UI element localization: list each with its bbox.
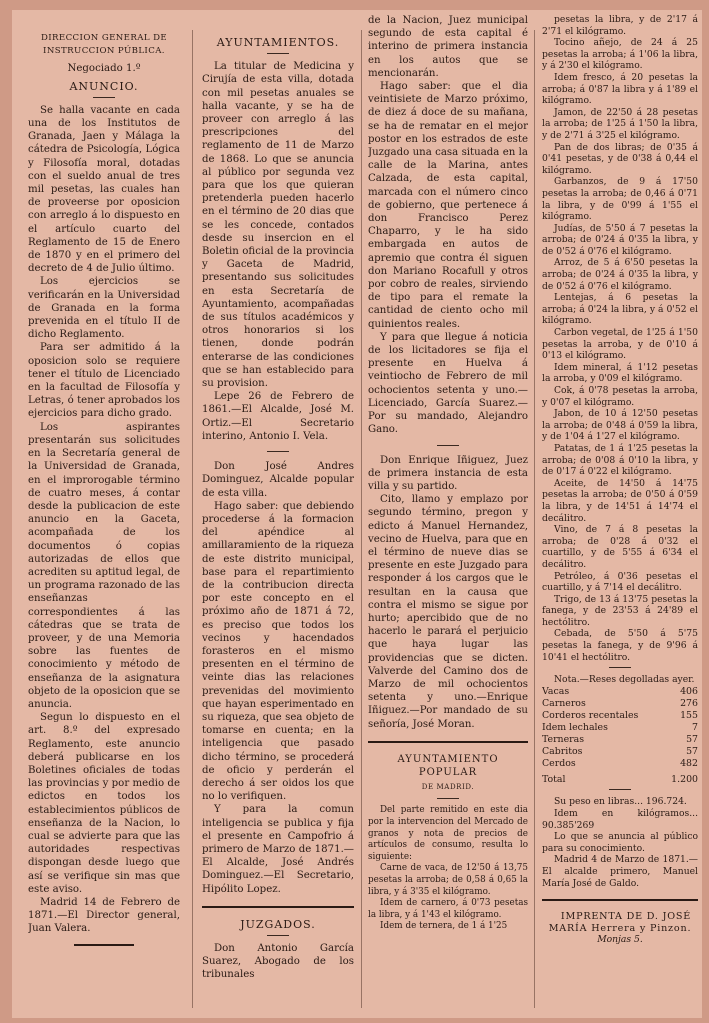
paragraph: Hago saber: que debiendo procederse á la formacion del apéndice al amillaramiento de la riqueza de este distrito municipal, base para el repartimiento de la contribucion directa por este concepto en el próximo año de 1871 á 72, es preciso que todos los vecinos y hacendados forasteros en el mismo presenten en el término de veinte dias las relaciones prevenidas del movimiento que hayan esperimentado en su riqueza, que sea objeto de tomarse en cuenta; en la inteligencia que pasado dicho término, se procederá de oficio y perderán el derecho á ser oidos los que no lo verifiquen. [202,500,354,803]
price-line: Arroz, de 5 á 6'50 pesetas la arroba; de 0'24 á 0'35 la libra, y de 0'52 á 0'76 el kilógramo. [542,257,698,292]
weight-line: Su peso en libras... 196.724. [554,796,687,808]
section-subheading: Negociado 1.º [67,63,141,75]
section-subheading: DE MADRID. [421,783,475,792]
divider [609,789,631,790]
livestock-name: Carneros [542,697,586,709]
livestock-row [542,758,698,770]
column-instruccion [28,32,180,954]
column-precios [542,14,698,946]
notice-title: ANUNCIO. [69,79,139,93]
divider [93,97,115,98]
total-value: 1.200 [671,773,698,785]
price-line: Jamon, de 22'50 á 28 pesetas la arroba; de 1'25 á 1'50 la libra, y de 2'71 á 3'25 el kilógramo. [542,106,698,141]
column-divider [361,30,362,1008]
price-line: Idem mineral, á 1'12 pesetas la arroba, y 0'09 el kilógramo. [542,361,698,385]
price-line: Cebada, de 5'50 á 5'75 pesetas la fanega, y de 9'96 á 10'41 el hectólitro. [542,628,698,663]
price-line: Patatas, de 1 á 1'25 pesetas la arroba; de 0'08 á 0'10 la libra, y de 0'17 á 0'22 el kilógramo. [542,442,698,478]
livestock-name: Vacas [542,685,570,697]
price-line: Carbon vegetal, de 1'25 á 1'50 pesetas la arroba, y de 0'10 á 0'13 el kilógramo. [542,327,698,362]
price-line: Garbanzos, de 9 á 17'50 pesetas la arroba; de 0,46 á 0'71 la libra, y de 0'99 á 1'55 el kilógramo. [542,176,698,223]
divider [437,445,459,446]
price-line: Pan de dos libras; de 0'35 á 0'41 pesetas, y de 0'38 á 0,44 el kilógramo. [542,141,698,176]
paragraph: Los ejercicios se verificarán en la Universidad de Granada en la forma prevenida en el título II de dicho Reglamento. [28,276,180,341]
imprint-address: Monjas 5. [597,934,643,946]
price-list [542,14,698,663]
price-line: Idem de ternera, de 1 á 1'25 [380,921,508,932]
paragraph: Del parte remitido en este dia por la intervencion del Mercado de granos y nota de precios de artículos de consumo, resulta lo siguiente: [368,805,528,862]
weight-line: Idem en kilógramos... 90.385'269 [542,808,698,831]
signature-paragraph: Madrid 14 de Febrero de 1871.—El Director general, Juan Valera. [28,897,180,935]
divider [267,451,289,452]
price-line: Idem fresco, á 20 pesetas la arroba; á 0'87 la libra y á 1'89 el kilógramo. [542,71,698,107]
section-heading: AYUNTAMIENTO POPULAR [397,753,499,778]
livestock-row [542,698,698,710]
note-label: Nota.—Reses degolladas ayer. [554,674,695,686]
divider [437,798,459,799]
livestock-name: Terneras [542,733,585,745]
section-rule [368,741,528,743]
price-line: Vino, de 7 á 8 pesetas la arroba; de 0'28 á 0'32 el cuartillo, y de 5'55 á 6'34 el decálitro. [542,524,698,570]
paragraph: Cito, llamo y emplazo por segundo término, pregon y edicto á Manuel Hernandez, vecino de Huelva, para que en el término de nueve dias se presente en este Juzgado para responder á los cargos que le resultan en la causa que contra el mismo se sigue por hurto; apercibido que de no hacerlo le parará el perjuicio que haya lugar las providencias que se dicten. Valverde del Camino dos de Marzo de mil ochocientos setenta y uno.—Enrique Iñiguez.—Por mandado de su señoría, José Moran. [368,494,528,730]
imprint: IMPRENTA DE D. JOSÉ MARÍA Herrera y Pinzon. [548,911,692,934]
section-heading: JUZGADOS. [240,917,316,931]
notice-intro: Don José Andres Dominguez, Alcalde popular de esta villa. [202,461,354,499]
section-heading: AYUNTAMIENTOS. [216,36,340,49]
paragraph: Lo que se anuncia al público para su conocimiento. [542,831,698,854]
column-juzgados [368,14,528,933]
price-line: pesetas la libra, y de 2'17 á 2'71 el kilógramo. [542,14,698,37]
newspaper-page [12,10,702,1018]
divider [609,667,631,668]
signature-paragraph: Y para que llegue á noticia de los licitadores se fija el presente en Huelva á veintiocho de Febrero de mil ochocientos setenta y uno.—Licenciado, García Suarez.—Por su mandado, Alejandro Gano. [368,331,528,436]
livestock-name: Cabritos [542,745,583,757]
price-line: Lentejas, á 6 pesetas la arroba; á 0'24 la libra, y á 0'52 el kilógramo. [542,292,698,327]
column-divider [192,30,193,1008]
livestock-count: 276 [680,697,698,709]
price-line: Cok, á 0'78 pesetas la arroba, y 0'07 el kilógramo. [542,385,698,408]
price-line: Trigo, de 13 á 13'75 pesetas la fanega, y de 23'53 á 24'89 el hectólitro. [542,593,698,628]
end-rule [74,944,134,946]
price-line: Jabon, de 10 á 12'50 pesetas la arroba; de 0'48 á 0'59 la libra, y de 1'04 á 1'27 el kilógramo. [542,408,698,443]
livestock-name: Corderos recentales [542,709,639,721]
price-line: Aceite, de 14'50 á 14'75 pesetas la arroba; de 0'50 á 0'59 la libra, y de 14'51 á 14'74 el decálitro. [542,477,698,524]
livestock-row [542,734,698,746]
livestock-count: 57 [686,745,698,757]
livestock-count: 57 [686,733,698,745]
livestock-row [542,710,698,722]
price-line: Carne de vaca, de 12'50 á 13,75 pesetas la arroba; de 0,58 á 0,65 la libra, y á 3'35 el kilógramo. [368,863,528,897]
imprint-rule [542,899,698,901]
total-label: Total [542,773,566,785]
livestock-count: 482 [680,757,698,769]
paragraph: de la Nacion, Juez municipal segundo de esta capital é interino de primera instancia en los autos que se mencionarán. [368,15,528,79]
paragraph: Segun lo dispuesto en el art. 8.º del expresado Reglamento, este anuncio deberá publicarse en los Boletines oficiales de todas las provincias y por medio de edictos en todos los establecimientos públicos de enseñanza de la Nacion, lo cual se advierte para que las autoridades respectivas dispongan desde luego que así se verifique sin mas que este aviso. [28,712,180,895]
livestock-row [542,746,698,758]
signature-paragraph: Lepe 26 de Febrero de 1861.—El Alcalde, José M. Ortiz.—El Secretario interino, Antonio I. Vela. [202,391,354,442]
divider [267,53,289,54]
signature-paragraph: Madrid 4 de Marzo de 1871.—El alcalde primero, Manuel María José de Galdo. [542,854,698,889]
livestock-count: 155 [680,709,698,721]
livestock-count: 406 [680,685,698,697]
livestock-count: 7 [692,721,698,733]
price-line: Petróleo, á 0'36 pesetas el cuartillo, y á 7'14 el decálitro. [542,570,698,594]
paragraph: Para ser admitido á la oposicion solo se requiere tener el título de Licenciado en la facultad de Filosofía y Letras, ó tener aprobados los ejercicios para dicho grado. [28,342,180,420]
price-line: Tocino añejo, de 24 á 25 pesetas la arroba; á 1'06 la libra, y á 2'30 el kilógramo. [542,37,698,72]
section-rule [202,906,354,908]
column-divider [534,30,535,1008]
livestock-row [542,686,698,698]
section-heading: DIRECCION GENERAL DE INSTRUCCION PÚBLICA. [40,33,168,57]
livestock-name: Cerdos [542,757,576,769]
notice-intro: Don Enrique Iñiguez, Juez de primera instancia de esta villa y su partido. [368,454,528,492]
paragraph: La titular de Medicina y Cirujía de esta villa, dotada con mil pesetas anuales se halla vacante, y se ha de proveer con arreglo á las prescripciones del reglamento de 11 de Marzo de 1868. Lo que se anuncia al público por segunda vez para que los que quieran pretenderla pueden hacerlo en el término de 20 dias que se les concede, contados desde su insercion en el Boletin oficial de la provincia y Gaceta de Madrid, presentando sus solicitudes en esta Secretaría de Ayuntamiento, acompañadas de sus títulos académicos y otros honorarios si los tienen, donde podrán enterarse de las condiciones que se han establecido para su provision. [202,61,354,390]
livestock-table [542,686,698,770]
livestock-row [542,722,698,734]
total-row [542,774,698,786]
signature-paragraph: Y para la comun inteligencia se publica y fija el presente en Campofrio á primero de Marzo de 1871.—El Alcalde, José Andrés Dominguez.—El Secretario, Hipólito Lopez. [202,804,354,895]
notice-intro: Don Antonio García Suarez, Abogado de los tribunales [202,943,354,981]
paragraph: Hago saber: que el dia veintisiete de Marzo próximo, de diez á doce de su mañana, se ha de rematar en el mejor postor en los estrados de este Juzgado una casa situada en la calle de la Marina, antes Calzada, de esta capital, marcada con el número cinco de gobierno, que pertenece á don Francisco Perez Chaparro, y le ha sido embargada en autos de apremio que contra él siguen don Mariano Rocafull y otros por cobro de reales, sirviendo de tipo para el remate la cantidad de ciento ocho mil quinientos reales. [368,81,528,330]
price-line: Idem de carnero, á 0'73 pesetas la libra, y á 1'43 el kilógramo. [368,898,528,920]
paragraph: Se halla vacante en cada una de los Institutos de Granada, Jaen y Málaga la cátedra de Psicología, Lógica y Filosofía moral, dotadas con el sueldo anual de tres mil pesetas, las cuales han de proveerse por oposicion con arreglo á lo dispuesto en el artículo cuarto del Reglamento de 15 de Enero de 1870 y en el primero del decreto de 4 de Julio último. [28,104,180,275]
column-ayuntamientos [202,32,354,982]
livestock-name: Idem lechales [542,721,608,733]
paragraph: Los aspirantes presentarán sus solicitudes en la Secretaría general de la Universidad de Granada, en el improrogable término de cuatro meses, á contar desde la publicacion de este anuncio en la Gaceta, acompañada de los documentos ó copias autorizadas de ellos que acrediten su aptitud legal, de un programa razonado de las enseñanzas correspondientes á las cátedras que se trata de proveer, y de una Memoria sobre las fuentes de conocimiento y método de enseñanza de la asignatura objeto de la oposicion que se anuncia. [28,421,180,710]
divider [267,935,289,936]
price-line: Judías, de 5'50 á 7 pesetas la arroba; de 0'24 á 0'35 la libra, y de 0'52 á 0'76 el kilógramo. [542,222,698,257]
